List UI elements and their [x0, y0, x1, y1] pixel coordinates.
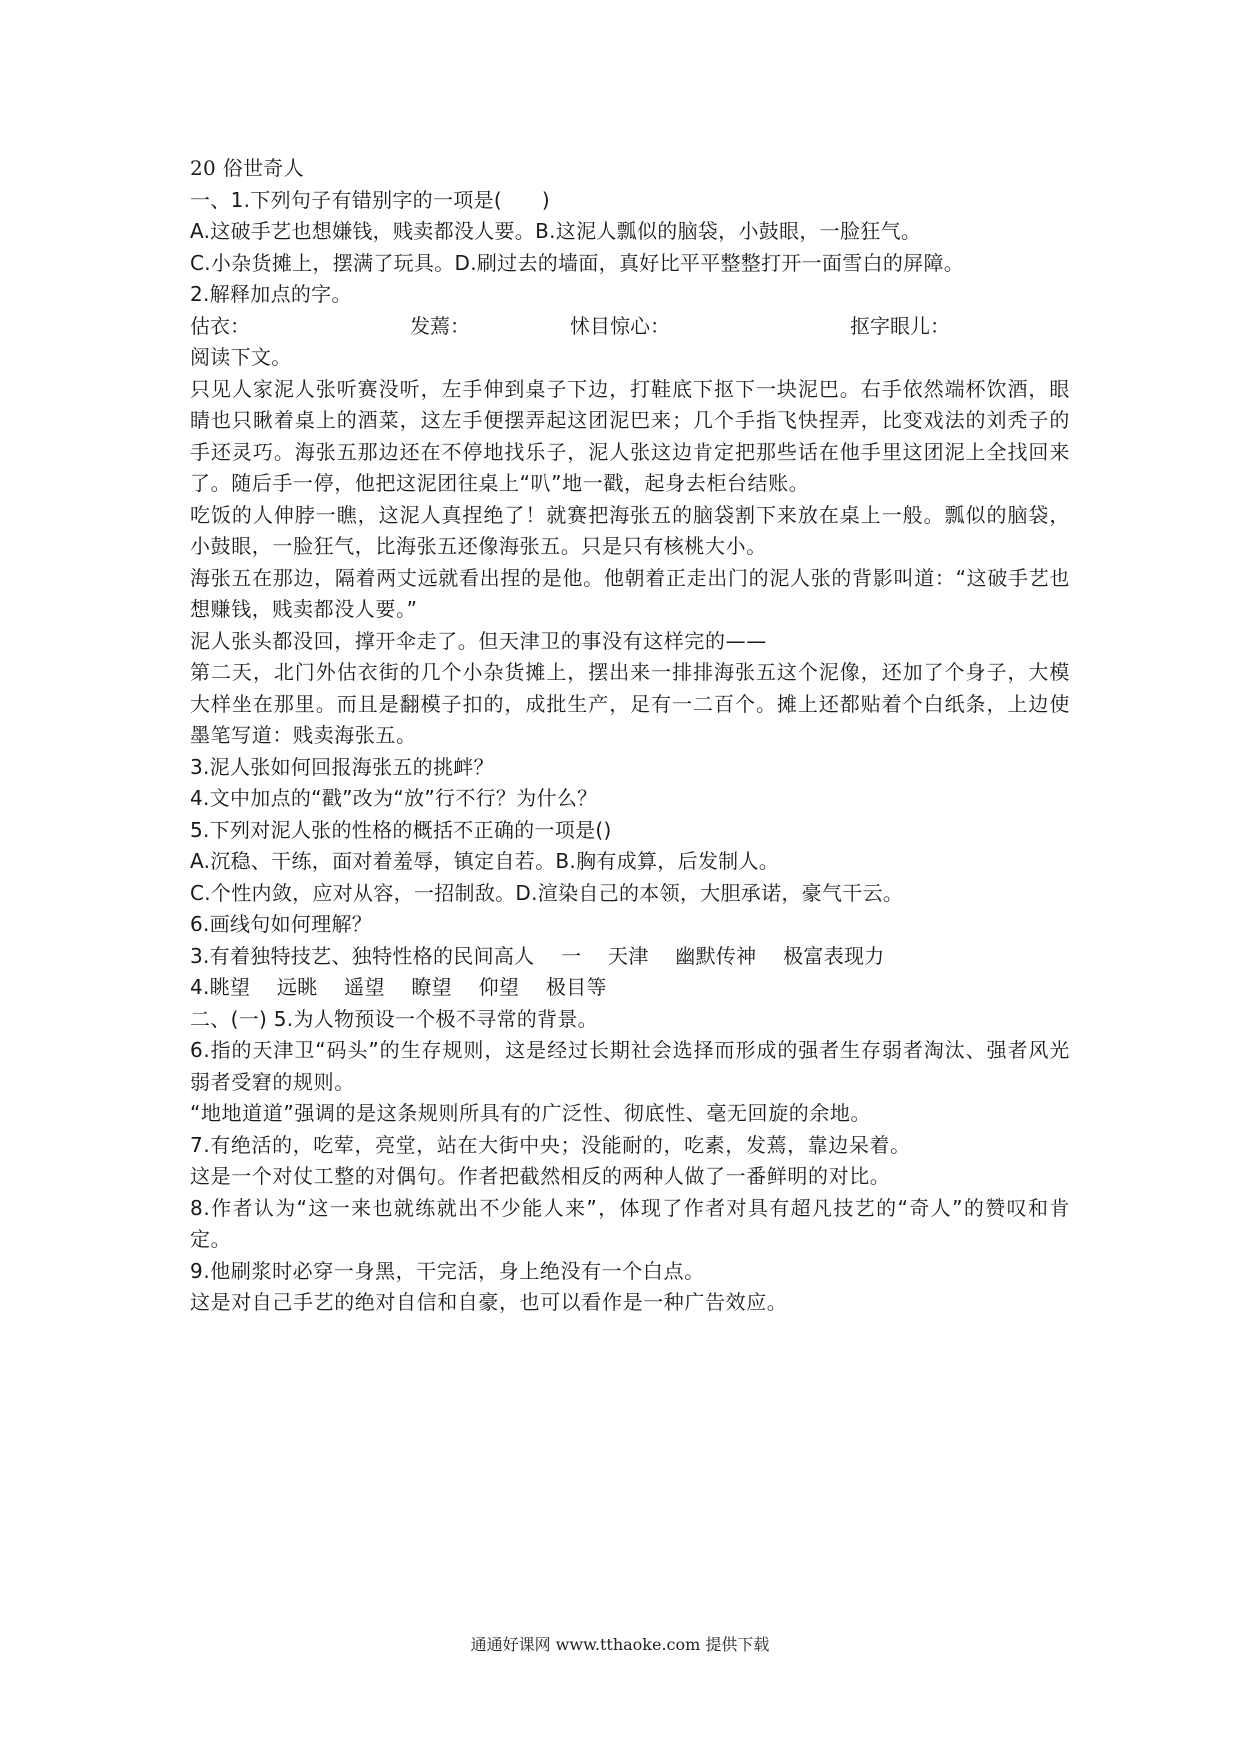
passage-paragraph: 泥人张头都没回，撑开伞走了。但天津卫的事没有这样完的——: [190, 628, 767, 653]
answer-section-2: 二、(一) 5.为人物预设一个极不寻常的背景。: [190, 1006, 598, 1031]
document-body: [190, 153, 1070, 1319]
question-5-options-cd: C.个性内敛，应对从容，一招制敌。D.渲染自己的本领，大胆承诺，豪气干云。: [190, 880, 904, 905]
answer-8: 8.作者认为“这一来也就练就出不少能人来”，体现了作者对具有超凡技艺的“奇人”的赞叹和肯定。: [190, 1195, 1070, 1251]
answer-3: 3.有着独特技艺、独特性格的民间高人 一 天津 幽默传神 极富表现力: [190, 943, 885, 968]
question-1-stem: 一、1.下列句子有错别字的一项是( ): [190, 187, 551, 212]
question-1-options-cd: C.小杂货摊上，摆满了玩具。D.刷过去的墙面，真好比平平整整打开一面雪白的屏障。: [190, 250, 965, 275]
gloss-item: 发蔫：: [410, 313, 470, 338]
question-5-options-ab: A.沉稳、干练，面对着羞辱，镇定自若。B.胸有成算，后发制人。: [190, 849, 780, 873]
answer-7-note: 这是一个对仗工整的对偶句。作者把截然相反的两种人做了一番鲜明的对比。: [190, 1164, 891, 1188]
answer-9: 9.他刷浆时必穿一身黑，干完活，身上绝没有一个白点。: [190, 1258, 705, 1283]
passage-paragraph: 第二天，北门外估衣街的几个小杂货摊上，摆出来一排排海张五这个泥像，还加了个身子，大模大样坐在那里。而且是翻模子扣的，成批生产，足有一二百个。摊上还都贴着个白纸条，上边使墨笔写道：贱卖海张五。: [190, 660, 1070, 747]
gloss-item: 抠字眼儿：: [850, 313, 950, 338]
passage-paragraph: 只见人家泥人张听赛没听，左手伸到桌子下边，打鞋底下抠下一块泥巴。右手依然端杯饮酒，眼睛也只瞅着桌上的酒菜，这左手便摆弄起这团泥巴来；几个手指飞快捏弄，比变戏法的刘秃子的手还灵巧。海张五那边还在不停地找乐子，泥人张这边肯定把那些话在他手里这团泥上全找回来了。随后手一停，他把这泥团往桌上“叭”地一戳，起身去柜台结账。: [190, 376, 1070, 495]
answer-6: 6.指的天津卫“码头”的生存规则，这是经过长期社会选择而形成的强者生存弱者淘汰、强者风光弱者受窘的规则。: [190, 1038, 1070, 1094]
answer-9-note: 这是对自己手艺的绝对自信和自豪，也可以看作是一种广告效应。: [190, 1290, 788, 1314]
answer-7: 7.有绝活的，吃荤，亮堂，站在大街中央；没能耐的，吃素，发蔫，靠边呆着。: [190, 1132, 911, 1157]
gloss-item: 怵目惊心：: [570, 313, 670, 338]
question-4: 4.文中加点的“戳”改为“放”行不行？为什么？: [190, 786, 598, 810]
question-6: 6.画线句如何理解？: [190, 912, 373, 936]
question-3: 3.泥人张如何回报海张五的挑衅？: [190, 754, 494, 779]
page-title: 20 俗世奇人: [190, 156, 304, 180]
passage-paragraph: 海张五在那边，隔着两丈远就看出捏的是他。他朝着正走出门的泥人张的背影叫道：“这破手艺也想赚钱，贱卖都没人要。”: [190, 565, 1070, 621]
question-2-items: [190, 311, 1070, 343]
passage-paragraph: 吃饭的人伸脖一瞧，这泥人真捏绝了！就赛把海张五的脑袋割下来放在桌上一般。瓢似的脑袋，小鼓眼，一脸狂气，比海张五还像海张五。只是只有核桃大小。: [190, 502, 1070, 558]
question-5-stem: 5.下列对泥人张的性格的概括不正确的一项是(): [190, 817, 612, 842]
answer-6-note: “地地道道”强调的是这条规则所具有的广泛性、彻底性、毫无回旋的余地。: [190, 1101, 872, 1125]
gloss-item: 估衣：: [190, 313, 250, 338]
page-footer: 通通好课网 www.tthaoke.com 提供下载: [470, 1635, 770, 1654]
reading-instruction: 阅读下文。: [190, 345, 292, 369]
question-2-stem: 2.解释加点的字。: [190, 282, 352, 306]
answer-4: 4.眺望 远眺 遥望 瞭望 仰望 极目等: [190, 975, 607, 999]
question-1-options-ab: A.这破手艺也想嫌钱，贱卖都没人要。B.这泥人瓢似的脑袋，小鼓眼，一脸狂气。: [190, 219, 922, 243]
